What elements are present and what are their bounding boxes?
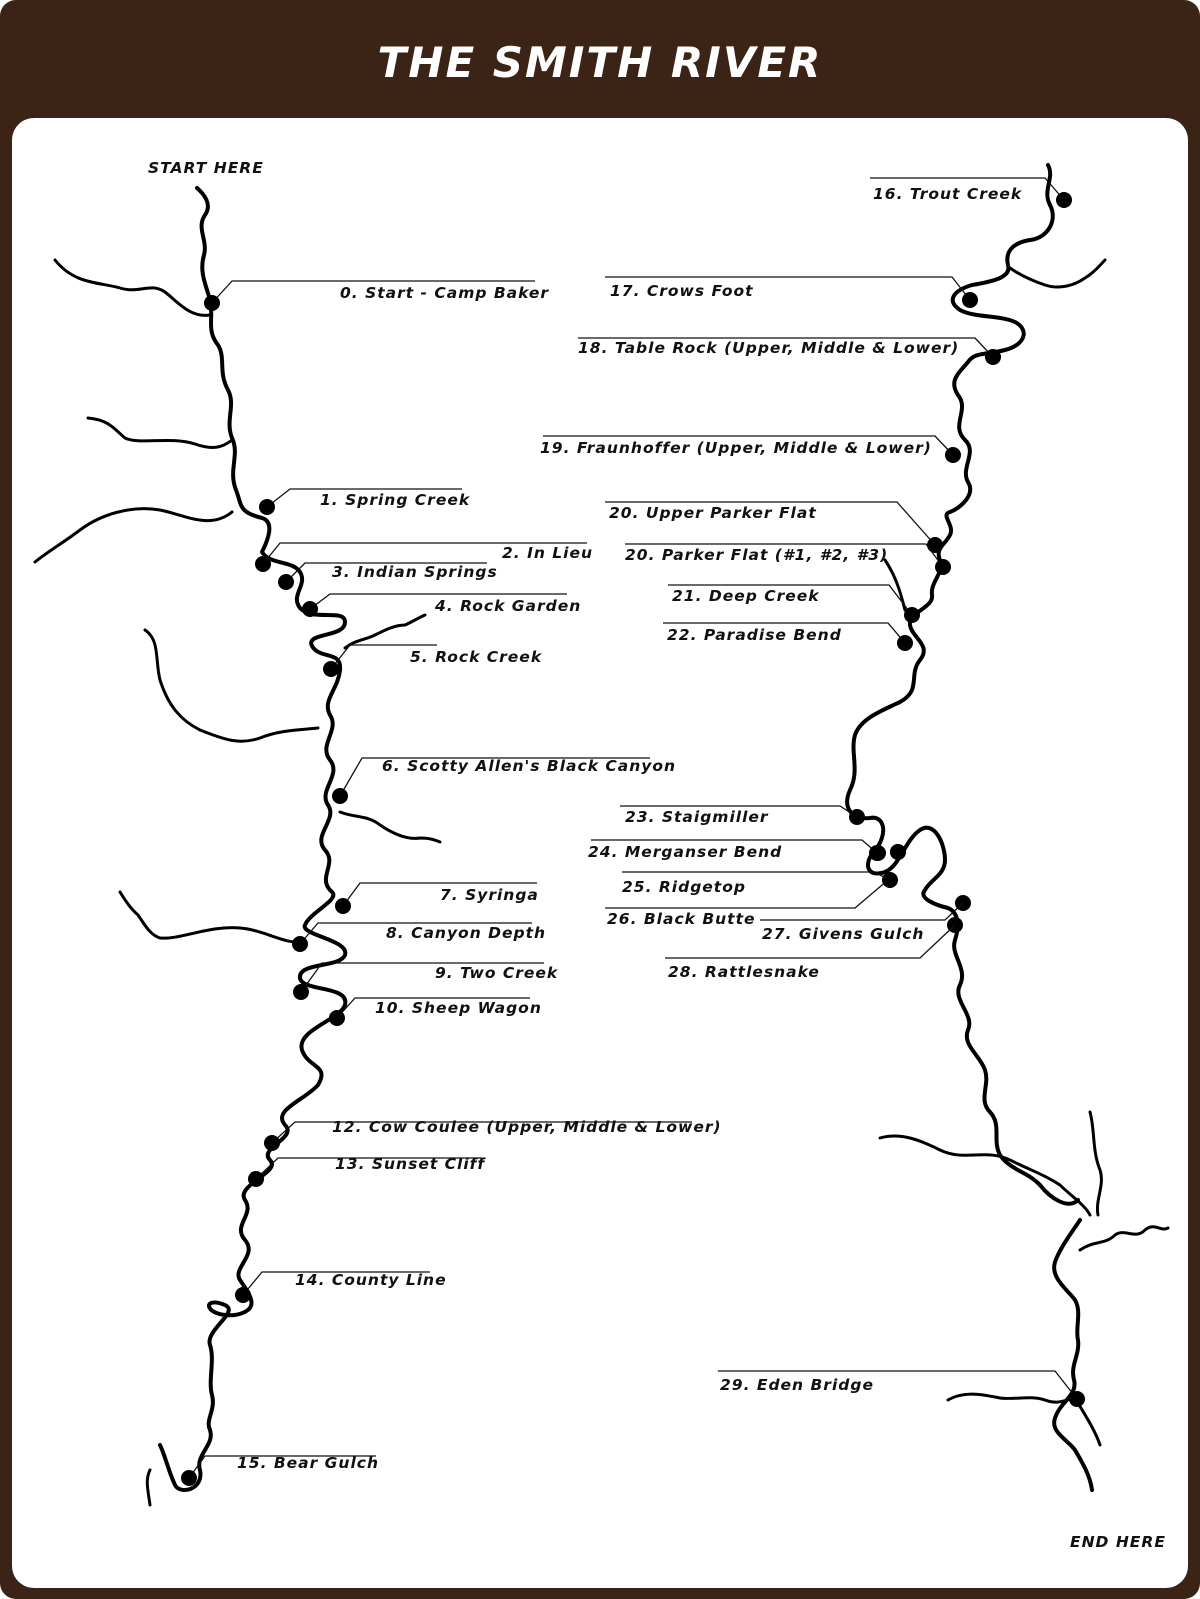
point-marker[interactable] <box>890 844 906 860</box>
point-marker[interactable] <box>927 537 943 553</box>
point-label: 20. Parker Flat (#1, #2, #3) <box>625 546 889 564</box>
map-title: THE SMITH RIVER <box>377 38 823 87</box>
point-label: 28. Rattlesnake <box>668 963 820 981</box>
tributary <box>1010 260 1105 287</box>
point-label: 16. Trout Creek <box>873 185 1023 203</box>
point-marker[interactable] <box>1069 1391 1085 1407</box>
point-label: 22. Paradise Bend <box>667 626 842 644</box>
point-label: 26. Black Butte <box>607 910 756 928</box>
point-label: 10. Sheep Wagon <box>375 999 542 1017</box>
point-marker[interactable] <box>870 845 886 861</box>
point-marker[interactable] <box>897 635 913 651</box>
point-marker[interactable] <box>264 1135 280 1151</box>
point-label: 29. Eden Bridge <box>720 1376 874 1394</box>
point-label: 24. Merganser Bend <box>588 843 783 861</box>
point-label: 3. Indian Springs <box>332 563 498 581</box>
point-marker[interactable] <box>1056 192 1072 208</box>
point-marker[interactable] <box>962 292 978 308</box>
tributary <box>948 1394 1075 1402</box>
point-marker[interactable] <box>259 499 275 515</box>
point-marker[interactable] <box>849 809 865 825</box>
tributary <box>880 1136 1090 1215</box>
point-label: 15. Bear Gulch <box>237 1454 379 1472</box>
point-marker[interactable] <box>335 898 351 914</box>
point-marker[interactable] <box>302 601 318 617</box>
point-label: 5. Rock Creek <box>410 648 543 666</box>
point-label: 18. Table Rock (Upper, Middle & Lower) <box>578 339 960 357</box>
point-label: 27. Givens Gulch <box>762 925 925 943</box>
point-label: 19. Fraunhoffer (Upper, Middle & Lower) <box>540 439 932 457</box>
tributary <box>345 615 425 648</box>
point-marker[interactable] <box>332 788 348 804</box>
point-label: 25. Ridgetop <box>622 878 746 896</box>
point-marker[interactable] <box>904 607 920 623</box>
tributary <box>147 1470 150 1505</box>
point-marker[interactable] <box>945 447 961 463</box>
point-marker[interactable] <box>329 1010 345 1026</box>
point-label: 4. Rock Garden <box>435 597 582 615</box>
tributary <box>1080 1227 1168 1250</box>
point-label: 20. Upper Parker Flat <box>609 504 817 522</box>
point-marker[interactable] <box>323 661 339 677</box>
tributary <box>1090 1112 1101 1215</box>
tributary <box>88 418 232 447</box>
river-right-segment <box>847 165 1092 1490</box>
river-points <box>181 178 1085 1486</box>
start-label: START HERE <box>148 159 264 177</box>
point-label: 1. Spring Creek <box>320 491 471 509</box>
point-marker[interactable] <box>292 936 308 952</box>
point-label: 23. Staigmiller <box>625 808 769 826</box>
tributary <box>55 260 210 315</box>
point-marker[interactable] <box>204 295 220 311</box>
point-marker[interactable] <box>248 1171 264 1187</box>
end-label: END HERE <box>1070 1533 1166 1551</box>
point-label: 8. Canyon Depth <box>386 924 547 942</box>
point-label: 6. Scotty Allen's Black Canyon <box>382 757 677 775</box>
point-label: 14. County Line <box>295 1271 447 1289</box>
point-marker[interactable] <box>181 1470 197 1486</box>
tributary <box>340 812 440 842</box>
leader-line <box>760 903 963 920</box>
point-label: 13. Sunset Cliff <box>335 1155 486 1173</box>
point-label: 2. In Lieu <box>502 544 594 562</box>
point-marker[interactable] <box>235 1287 251 1303</box>
point-label: 17. Crows Foot <box>610 282 754 300</box>
point-marker[interactable] <box>985 349 1001 365</box>
point-marker[interactable] <box>293 984 309 1000</box>
point-label: 9. Two Creek <box>435 964 559 982</box>
point-marker[interactable] <box>278 574 294 590</box>
tributary <box>35 509 232 562</box>
point-label: 0. Start - Camp Baker <box>340 284 550 302</box>
point-label: 21. Deep Creek <box>672 587 820 605</box>
point-label: 12. Cow Coulee (Upper, Middle & Lower) <box>332 1118 722 1136</box>
point-label: 7. Syringa <box>440 886 539 904</box>
tributary <box>145 630 318 741</box>
tributary <box>120 892 305 942</box>
point-marker[interactable] <box>255 556 271 572</box>
river-left-segment <box>160 188 345 1490</box>
point-marker[interactable] <box>882 872 898 888</box>
point-marker[interactable] <box>935 559 951 575</box>
